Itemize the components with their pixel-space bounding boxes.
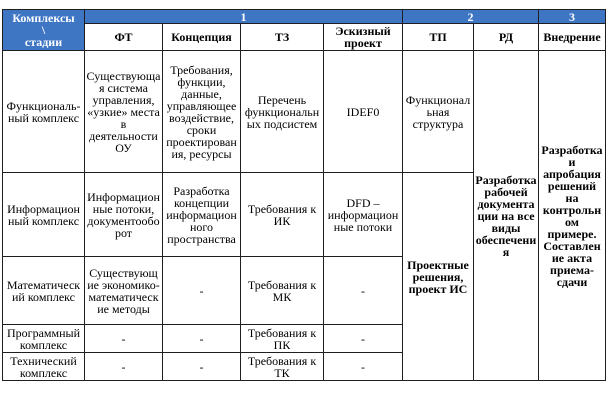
- cell-info-sketch: DFD – информационные потоки: [324, 173, 403, 257]
- cell-info-ft: Информационные потоки, документооборот: [85, 173, 163, 257]
- cell-tech-sketch: -: [324, 353, 403, 381]
- cell-tech-concept: -: [163, 353, 241, 381]
- row-label-tech: Технический комплекс: [3, 353, 85, 381]
- corner-line3: стадии: [24, 35, 63, 49]
- table-container: [2, 9, 606, 381]
- cell-math-tz: Требования к МК: [241, 257, 324, 325]
- header-row-stages: [3, 24, 606, 51]
- cell-program-ft: -: [85, 325, 163, 353]
- cell-functional-sketch: IDEF0: [324, 51, 403, 173]
- cell-rd-merged: Разработка рабочей документации на все виды обеспечения: [474, 51, 539, 381]
- cell-tech-ft: -: [85, 353, 163, 381]
- corner-line2: \: [41, 23, 46, 37]
- cell-tech-tz: Требования к ТК: [241, 353, 324, 381]
- group-1-header: 1: [85, 10, 403, 24]
- group-2-header: 2: [403, 10, 539, 24]
- cell-functional-concept: Требования, функции, данные, управляющее воздействие, сроки проектирования, ресурсы: [163, 51, 241, 173]
- group-3-header: 3: [539, 10, 606, 24]
- row-label-functional: Функциональ-ный комплекс: [3, 51, 85, 173]
- cell-program-tz: Требования к ПК: [241, 325, 324, 353]
- cell-info-concept: Разработка концепции информационного пространства: [163, 173, 241, 257]
- stage-sketch: Эскизный проект: [324, 24, 403, 51]
- cell-math-ft: Существующие экономико-математические методы: [85, 257, 163, 325]
- row-label-info: Информационный комплекс: [3, 173, 85, 257]
- cell-info-tz: Требования к ИК: [241, 173, 324, 257]
- cell-math-concept: -: [163, 257, 241, 325]
- corner-cell: [3, 10, 85, 51]
- stage-tz: ТЗ: [241, 24, 324, 51]
- cell-math-sketch: -: [324, 257, 403, 325]
- row-label-math: Математический комплекс: [3, 257, 85, 325]
- cell-functional-tp: Функциональная структура: [403, 51, 474, 173]
- stage-impl: Внедрение: [539, 24, 606, 51]
- stage-concept: Концепция: [163, 24, 241, 51]
- cell-impl-merged: Разработка и апробация решений на контрольном примере. Составление акта приема-сдачи: [539, 51, 606, 381]
- stages-table: [2, 9, 606, 381]
- stage-rd: РД: [474, 24, 539, 51]
- corner-line1: Комплексы: [12, 11, 75, 25]
- cell-functional-tz: Перечень функциональных подсистем: [241, 51, 324, 173]
- stage-ft: ФТ: [85, 24, 163, 51]
- cell-tp-merged: Проектные решения, проект ИС: [403, 173, 474, 381]
- cell-program-concept: -: [163, 325, 241, 353]
- header-row-groups: [3, 10, 606, 24]
- cell-program-sketch: -: [324, 325, 403, 353]
- cell-functional-ft: Существующая система управления, «узкие» места в деятельности ОУ: [85, 51, 163, 173]
- table-row: [3, 51, 606, 173]
- stage-tp: ТП: [403, 24, 474, 51]
- row-label-program: Программный комплекс: [3, 325, 85, 353]
